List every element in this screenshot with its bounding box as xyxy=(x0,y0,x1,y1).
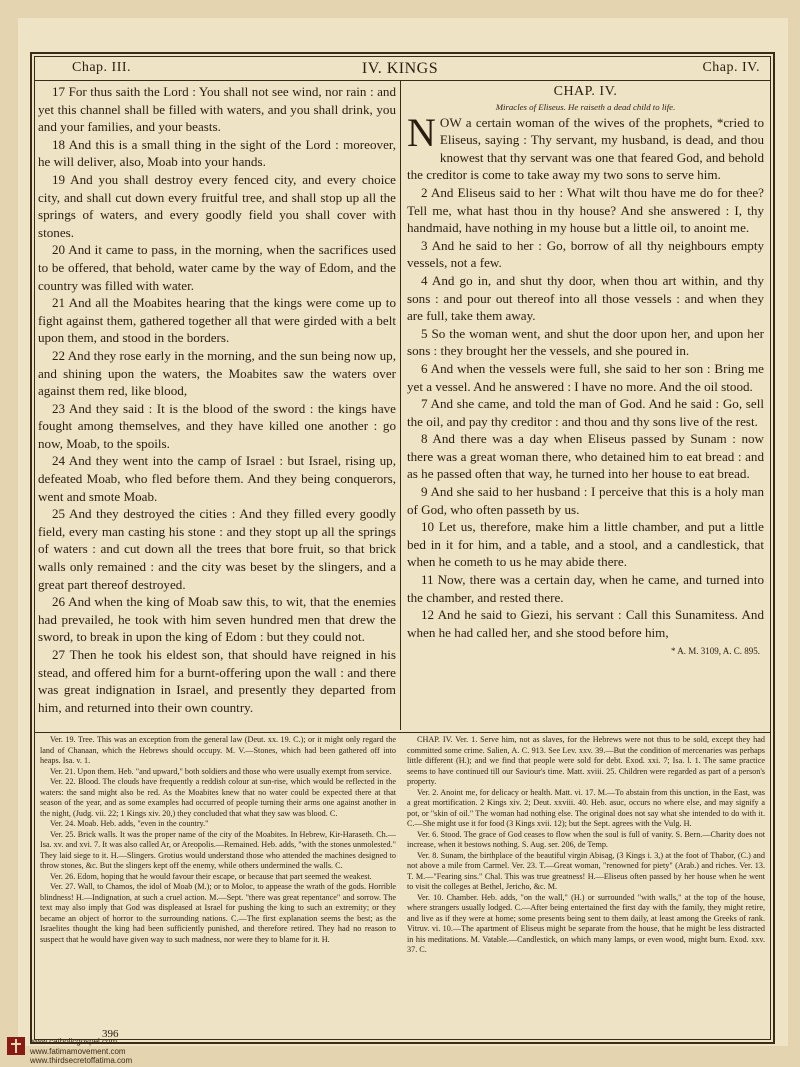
left-commentary xyxy=(40,735,396,945)
note: CHAP. IV. Ver. 1. Serve him, not as slaves, for the Hebrews were not thus to be sold, except they had committed some crime. Salien, A. C. 913. See Lev. xxv. 39.—But the condition of mercenaries was perhaps little different (H.); and we find that people were sold for debt. Exod. xxi. 7; Isa. l. 1. The same practice seems to have continued till our Saviour's time. Matt. xviii. 25. Children were regarded as part of a person's property. xyxy=(407,735,765,786)
watermark-url[interactable]: www.catholicgospel.com xyxy=(30,1037,118,1046)
verse: 27 Then he took his eldest son, that should have reigned in his stead, and offered him for a burnt-offering upon the wall : and there was great indignation in Israel, and presently they departed from him, and returned into their own country. xyxy=(38,647,396,715)
verse: 4 And go in, and shut thy door, when thou art within, and thy sons : and pour out thereof into all those vessels : and when they are full, take them away. xyxy=(407,272,764,324)
note: Ver. 19. Tree. This was an exception from the general law (Deut. xx. 19. C.); or it might only regard the land of Chanaan, which the Hebrews should occupy. M. V.—Stones, which had been gathered off into heaps. Isa. v. 1. xyxy=(40,735,396,765)
page-number: 396 xyxy=(102,1028,119,1040)
note: Ver. 27. Wall, to Chamos, the idol of Moab (M.); or to Moloc, to appease the wrath of the gods. Horrible blindness! H.—Indignation, at such a cruel action. M.—Sept. "there was great repentance" and sorrow. The text may also imply that God was displeased at Israel for pushing the king to such an extremity; or they became an object of horror to the surrounding nations. C.—The first explanation seems the best; as the Israelites thought the king had been sufficiently punished, and therefore retired. They had no reason to suspect that he would have given way to such madness, nor were they to blame for it. H. xyxy=(40,882,396,944)
verse: 9 And she said to her husband : I perceive that this is a holy man of God, who often passeth by us. xyxy=(407,484,764,517)
watermark-urls xyxy=(30,1037,132,1066)
note: Ver. 25. Brick walls. It was the proper name of the city of the Moabites. In Hebrew, Kir-Haraseth. Ch.—Isa. xv. and xvi. 7. It was also called Ar, or Areopolis.—Remained. Heb. adds, "with the stones unmolested." They laid siege to it. H.—Slingers. Grotius would understand those who attended the machines designed to throw stones, &c. But the slingers kept off the enemy, while others undermined the walls. C. xyxy=(40,829,396,870)
note: Ver. 21. Upon them. Heb. "and upward," both soldiers and those who were usually exempt from service. xyxy=(50,766,392,776)
running-header-right: Chap. IV. xyxy=(702,60,760,75)
right-text-column xyxy=(407,83,764,657)
verse: 24 And they went into the camp of Israel : but Israel, rising up, defeated Moab, who fled before them. And they being conquerors, went and smote Moab. xyxy=(38,453,396,504)
verse: 11 Now, there was a certain day, when he came, and turned into the chamber, and rested there. xyxy=(407,572,764,605)
note: Ver. 10. Chamber. Heb. adds, "on the wall," (H.) or surrounded "with walls," at the top of the house, where strangers usually lodged. C.—After being entertained the first day with the family, they might retire, and live as if they were at home; some presents being sent to them daily, at least among the Greeks of rank. Vitruv. vi. 10.—The apartment of Eliseus might be separate from the house, that he might be less distracted in his meditations. M. Vatable.—Candlestick, on which many lamps, or even wood, might burn. Exod. xxv. 37. C. xyxy=(407,892,765,954)
verse: 3 And he said to her : Go, borrow of all thy neighbours empty vessels, not a few. xyxy=(407,237,764,271)
running-header-left: Chap. III. xyxy=(72,60,132,75)
notes-rule xyxy=(34,732,771,733)
chapter-summary: Miracles of Eliseus. He raiseth a dead child to life. xyxy=(495,101,676,112)
verse: 26 And when the king of Moab saw this, to wit, that the enemies had prevailed, he took with him seven hundred men that drew the sword, to break in upon the king of Edom : but they could not. xyxy=(38,594,396,645)
running-header-title: IV. KINGS xyxy=(361,60,439,77)
verse: 12 And he said to Giezi, his servant : Call this Sunamitess. And when he had called her, and she stood before him, xyxy=(407,607,764,640)
note: Ver. 2. Anoint me, for delicacy or health. Matt. vi. 17. M.—To abstain from this unction, in the East, was a great mortification. 2 Kings xiv. 2; Deut. xxviii. 40. Heb. asuc, occurs no where else, and may signify a pot, or "skin of oil." The woman had nothing else. The original does not say what she intended to do with it. C.—She might use it for food (3 Kings xvii. 12); but the Sept. agrees with the Vulg. H. xyxy=(407,787,765,828)
note: Ver. 8. Sunam, the birthplace of the beautiful virgin Abisag, (3 Kings i. 3,) at the foot of Thabor, (C.) and not above a mile from Carmel. Ver. 23. T.—Great woman, "renowned for piety" (Arab.) and riches. Ver. 13. T. M.—"Fearing sins." Chal. This was true greatness! H.—Eliseus often passed by her house when he went to visit the colleges at Bethel, Jericho, &c. M. xyxy=(407,850,765,891)
note: Ver. 22. Blood. The clouds have frequently a reddish colour at sun-rise, which would be reflected in the waters: the sand might also be red. As the Moabites knew that no water could be expected there at that season of the year, and as some examples had occurred of people turning their arms one against another in the night, (Judg. vii. 22; 1 Kings xiv. 20,) they concluded that what they saw was blood. C. xyxy=(40,777,396,818)
right-commentary xyxy=(407,735,765,956)
watermark-url[interactable]: www.thirdsecretoffatima.com xyxy=(30,1056,133,1065)
column-divider xyxy=(400,80,401,730)
verse: 6 And when the vessels were full, she said to her son : Bring me yet a vessel. And he answered : I have no more. And the oil stood. xyxy=(407,360,764,394)
verse: 7 And she came, and told the man of God. And he said : Go, sell the oil, and pay thy creditor : and thou and thy sons live of the rest. xyxy=(407,396,764,429)
verse: 10 Let us, therefore, make him a little chamber, and put a little bed in it for him, and a table, and a stool, and a candlestick, that when he cometh to us he may abide there. xyxy=(407,519,764,570)
verse: 23 And they said : It is the blood of the sword : the kings have fought among themselves, and they have killed one another : go now, Moab, to the spoils. xyxy=(38,400,396,451)
header-rule xyxy=(34,80,771,81)
drop-cap: N xyxy=(407,109,436,155)
verse-first-text: OW a certain woman of the wives of the prophets, *cried to Eliseus, saying : Thy servant, my husband, is dead, and thou knowest that thy servant was one that feared God, and behold the creditor is come to take away my two sons to serve him. xyxy=(407,114,764,183)
verse: 2 And Eliseus said to her : What wilt thou have me do for thee? Tell me, what hast thou in thy house? And she answered : I, thy handmaid, have nothing in my house but a little oil, to anoint me. xyxy=(407,184,764,236)
verse-first xyxy=(407,109,764,184)
note: Ver. 24. Moab. Heb. adds, "even in the country." xyxy=(50,819,209,828)
verse: 25 And they destroyed the cities : And they filled every goodly field, every man casting his stone : and they stopt up all the springs of waters : and cut down all the trees that bore fruit, so that brick walls only remained : and the city was beset by the slingers, and a great part thereof destroyed. xyxy=(38,506,396,592)
verse: 18 And this is a small thing in the sight of the Lord : moreover, he will deliver, also, Moab into your hands. xyxy=(38,136,396,170)
verse: 17 For thus saith the Lord : You shall not see wind, nor rain : and yet this channel shall be filled with waters, and you shall drink, you and your families, and your beasts. xyxy=(38,84,396,135)
note: Ver. 26. Edom, hoping that he would favour their escape, or because that part seemed the weakest. xyxy=(50,871,372,881)
verse: 20 And it came to pass, in the morning, when the sacrifices used to be offered, that behold, water came by the way of Edom, and the country was filled with water. xyxy=(38,242,396,293)
verse: 19 And you shall destroy every fenced city, and every choice city, and shall cut down every fruitful tree, and shall stop up all the springs of waters, and every goodly field you shall cover with stones. xyxy=(38,171,396,240)
verse: 5 So the woman went, and shut the door upon her, and upon her sons : they brought her the vessels, and she poured in. xyxy=(407,325,764,359)
chapter-title: CHAP. IV. xyxy=(553,84,618,99)
left-text-column xyxy=(38,83,396,716)
verse: 8 And there was a day when Eliseus passed by Sunam : now there was a great woman there, who detained him to eat bread : and as he passed often that way, he turned into her house to eat bread. xyxy=(407,431,764,482)
note: Ver. 6. Stood. The grace of God ceases to flow when the soul is full of vanity. S. Bern.—Charity does not increase, when it bestows nothing. S. Aug. ser. 206, de Temp. xyxy=(407,829,765,849)
crest-logo-icon xyxy=(6,1036,26,1056)
footnote-reference: * A. M. 3109, A. C. 895. xyxy=(670,646,760,657)
verse: 21 And all the Moabites hearing that the kings were come up to fight against them, gathered together all that were girded with a belt upon them, and stood in the borders. xyxy=(38,295,396,346)
watermark-url[interactable]: www.fatimamovement.com xyxy=(30,1046,126,1056)
verse: 22 And they rose early in the morning, and the sun being now up, and shining upon the waters, the Moabites saw the waters over against them red, like blood, xyxy=(38,347,396,399)
